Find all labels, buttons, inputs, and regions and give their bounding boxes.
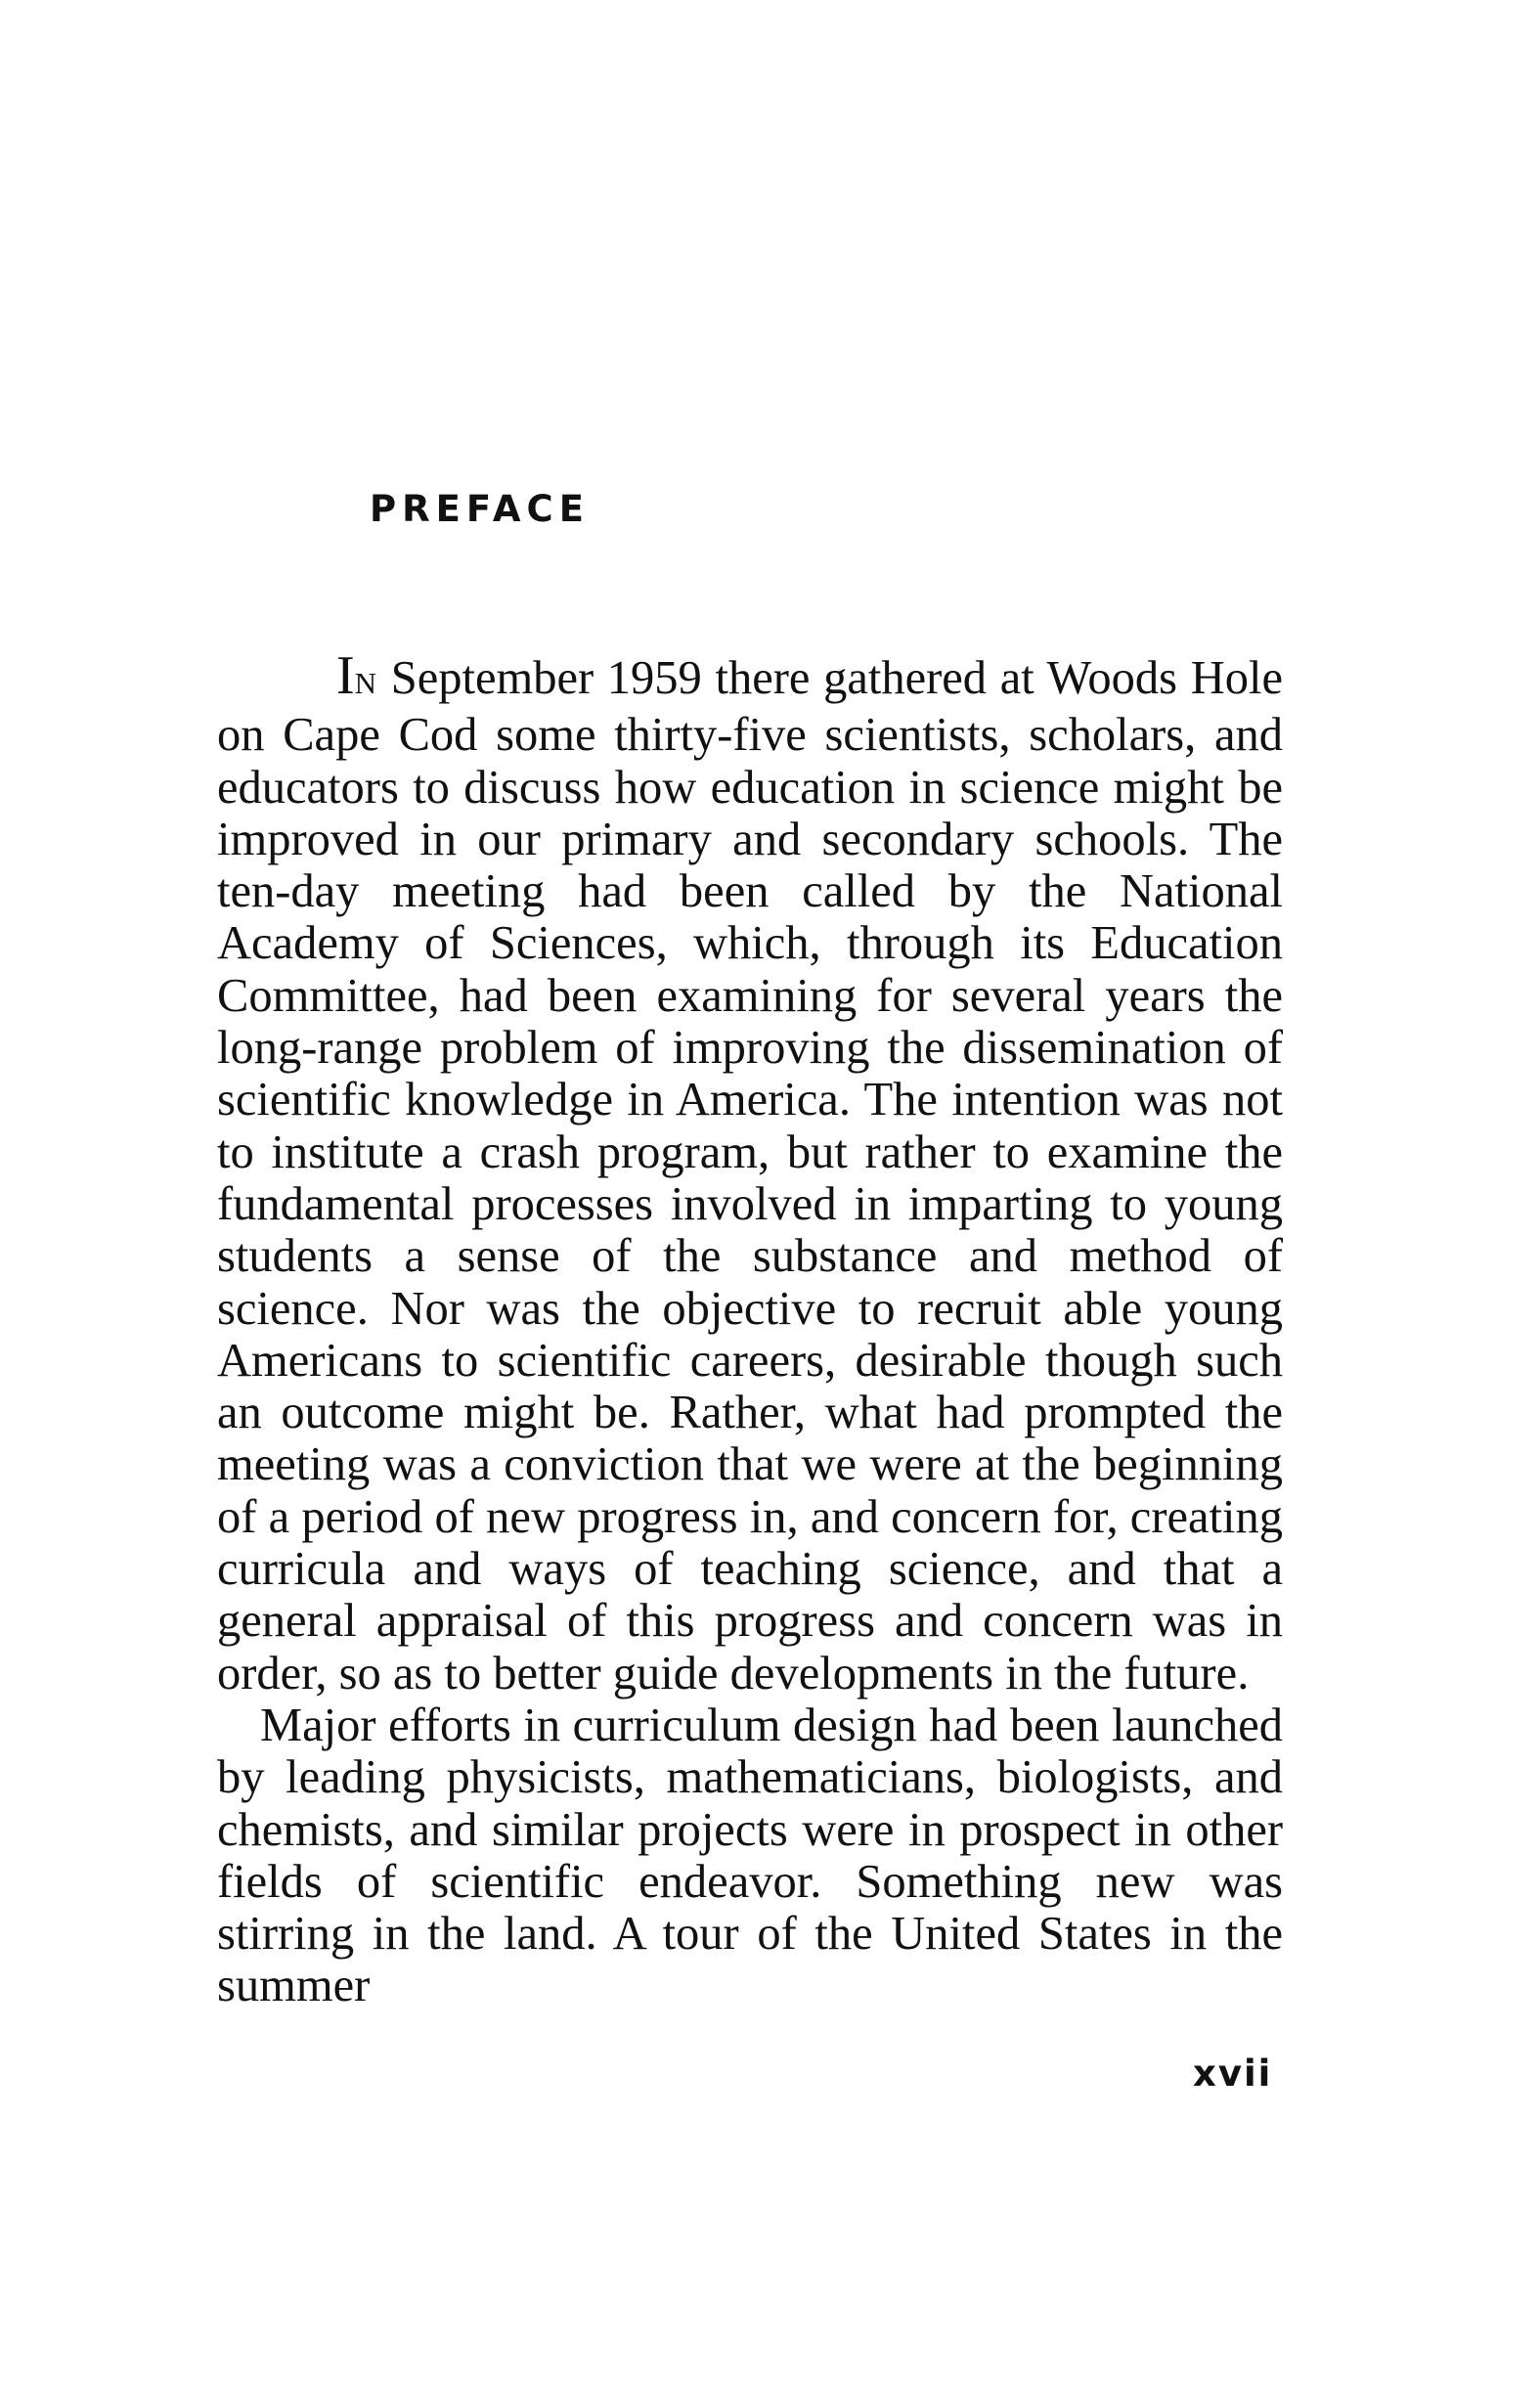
page-number: xvii <box>1193 2053 1273 2095</box>
paragraph-1-text: September 1959 there gathered at Woods Hole on Cape Cod some thirty-five scientists, scholars, and educators to discuss how education in science might be improved in our primary and secondary schools. The ten-day meeting had been called by the National Academy of Sciences, which, through its Education Committee, had been examining for several years the long-range problem of improving the dissemination of scientific knowledge in America. The intention was not to institute a crash program, but rather to examine the fundamental processes involved in imparting to young students a sense of the substance and method of science. Nor was the objective to recruit able young Americans to scientific careers, desirable though such an outcome might be. Rather, what had prompted the meeting was a conviction that we were at the beginning of a period of new progress in, and concern for, creating curricula and ways of teaching science, and that a general appraisal of this progress and concern was in order, so as to better guide developments in the future. <box>217 652 1283 1700</box>
lead-initial: I <box>336 645 355 706</box>
page-heading: PREFACE <box>370 488 590 530</box>
lead-small-caps: N <box>354 666 378 700</box>
paragraph-2-text: Major efforts in curriculum design had been launched by leading physicists, mathematicians, biologists, and chemists, and similar projects were in prospect in other fields of scientific endeavor. Something new was stirring in the land. A tour of the United States in the summer <box>217 1699 1283 2012</box>
paragraph-1 <box>217 645 1283 1700</box>
body-text <box>217 645 1283 2012</box>
paragraph-2 <box>217 1700 1283 2012</box>
